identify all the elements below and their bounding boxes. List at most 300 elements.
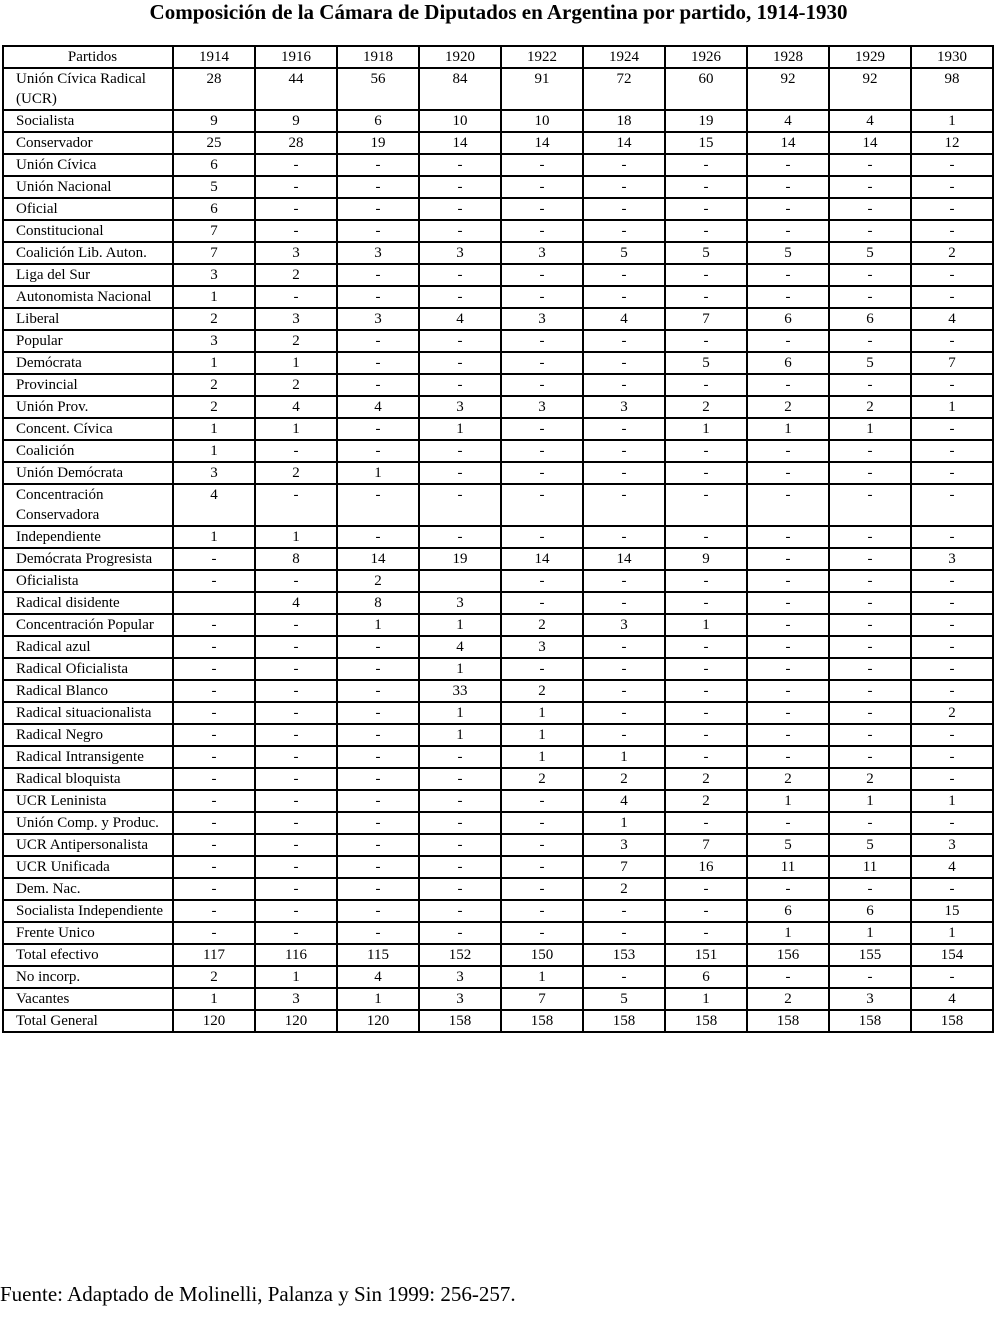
seat-count-cell: 2 — [501, 680, 583, 702]
seat-count-cell: - — [173, 834, 255, 856]
seat-count-cell: - — [173, 680, 255, 702]
seat-count-cell: - — [665, 658, 747, 680]
seat-count-cell: - — [583, 418, 665, 440]
table-row — [3, 746, 993, 768]
table-row — [3, 440, 993, 462]
seat-count-cell: 2 — [911, 242, 993, 264]
table-row — [3, 636, 993, 658]
seat-count-cell: 2 — [747, 396, 829, 418]
table-row — [3, 768, 993, 790]
seat-count-cell: - — [665, 592, 747, 614]
seat-count-cell: 72 — [583, 68, 665, 110]
seat-count-cell: 1 — [173, 526, 255, 548]
seat-count-cell: - — [583, 286, 665, 308]
seat-count-cell: 158 — [583, 1010, 665, 1032]
seat-count-cell: - — [255, 768, 337, 790]
party-name-cell: Socialista — [3, 110, 173, 132]
seat-count-cell: - — [747, 548, 829, 570]
seat-count-cell: - — [747, 812, 829, 834]
table-row — [3, 878, 993, 900]
seat-count-cell: - — [665, 878, 747, 900]
seat-count-cell: - — [337, 264, 419, 286]
seat-count-cell: - — [337, 746, 419, 768]
seat-count-cell: - — [337, 922, 419, 944]
seat-count-cell: 7 — [173, 220, 255, 242]
seat-count-cell: - — [747, 440, 829, 462]
composition-table — [2, 45, 994, 1033]
seat-count-cell: - — [501, 878, 583, 900]
seat-count-cell: 2 — [747, 768, 829, 790]
seat-count-cell: 158 — [419, 1010, 501, 1032]
seat-count-cell: 1 — [419, 724, 501, 746]
seat-count-cell: - — [501, 484, 583, 526]
seat-count-cell: 5 — [665, 352, 747, 374]
seat-count-cell: - — [665, 330, 747, 352]
seat-count-cell: 1 — [419, 614, 501, 636]
column-header-year: 1924 — [583, 46, 665, 68]
table-row — [3, 286, 993, 308]
seat-count-cell: 1 — [747, 418, 829, 440]
seat-count-cell: 152 — [419, 944, 501, 966]
seat-count-cell: - — [419, 834, 501, 856]
seat-count-cell: 1 — [583, 812, 665, 834]
seat-count-cell: 2 — [829, 396, 911, 418]
seat-count-cell: - — [501, 352, 583, 374]
seat-count-cell: - — [829, 330, 911, 352]
seat-count-cell: 14 — [583, 548, 665, 570]
party-name-cell: Demócrata Progresista — [3, 548, 173, 570]
party-name-cell: Provincial — [3, 374, 173, 396]
seat-count-cell: 3 — [337, 308, 419, 330]
seat-count-cell: 3 — [419, 242, 501, 264]
seat-count-cell: - — [419, 922, 501, 944]
seat-count-cell: - — [829, 154, 911, 176]
seat-count-cell: - — [665, 812, 747, 834]
seat-count-cell: - — [665, 198, 747, 220]
seat-count-cell: - — [911, 768, 993, 790]
seat-count-cell: 1 — [829, 922, 911, 944]
seat-count-cell: - — [829, 176, 911, 198]
seat-count-cell: 3 — [583, 396, 665, 418]
seat-count-cell: 28 — [173, 68, 255, 110]
seat-count-cell: - — [829, 746, 911, 768]
seat-count-cell: 60 — [665, 68, 747, 110]
party-name-cell: Socialista Independiente — [3, 900, 173, 922]
seat-count-cell: 6 — [829, 900, 911, 922]
seat-count-cell: 150 — [501, 944, 583, 966]
column-header-year: 1929 — [829, 46, 911, 68]
seat-count-cell: - — [829, 966, 911, 988]
seat-count-cell: - — [911, 176, 993, 198]
seat-count-cell: 5 — [829, 242, 911, 264]
seat-count-cell: - — [255, 922, 337, 944]
seat-count-cell: - — [337, 484, 419, 526]
seat-count-cell: - — [747, 680, 829, 702]
seat-count-cell: - — [665, 702, 747, 724]
seat-count-cell: - — [419, 176, 501, 198]
seat-count-cell: - — [583, 592, 665, 614]
seat-count-cell: - — [501, 790, 583, 812]
seat-count-cell: - — [255, 154, 337, 176]
seat-count-cell: - — [255, 746, 337, 768]
seat-count-cell: 158 — [665, 1010, 747, 1032]
seat-count-cell: 120 — [337, 1010, 419, 1032]
seat-count-cell: 158 — [501, 1010, 583, 1032]
seat-count-cell: 155 — [829, 944, 911, 966]
seat-count-cell: 4 — [911, 988, 993, 1010]
seat-count-cell: - — [747, 966, 829, 988]
seat-count-cell: - — [747, 636, 829, 658]
seat-count-cell: 5 — [173, 176, 255, 198]
seat-count-cell: - — [337, 658, 419, 680]
column-header-year: 1922 — [501, 46, 583, 68]
party-name-cell: Concent. Cívica — [3, 418, 173, 440]
seat-count-cell: - — [747, 374, 829, 396]
seat-count-cell: - — [173, 900, 255, 922]
seat-count-cell: 158 — [911, 1010, 993, 1032]
seat-count-cell: 3 — [173, 330, 255, 352]
table-row — [3, 176, 993, 198]
seat-count-cell: - — [747, 220, 829, 242]
seat-count-cell: - — [501, 418, 583, 440]
seat-count-cell: 7 — [501, 988, 583, 1010]
party-name-cell: Constitucional — [3, 220, 173, 242]
table-row — [3, 526, 993, 548]
page-title: Composición de la Cámara de Diputados en Argentina por partido, 1914-1930 — [149, 0, 848, 24]
seat-count-cell: - — [337, 834, 419, 856]
table-row — [3, 308, 993, 330]
seat-count-cell: - — [337, 330, 419, 352]
seat-count-cell: - — [665, 462, 747, 484]
seat-count-cell: 1 — [173, 286, 255, 308]
seat-count-cell: 4 — [255, 592, 337, 614]
party-name-cell: Oficialista — [3, 570, 173, 592]
seat-count-cell: 3 — [255, 308, 337, 330]
table-row — [3, 658, 993, 680]
seat-count-cell: 2 — [583, 768, 665, 790]
seat-count-cell: - — [501, 658, 583, 680]
seat-count-cell: 3 — [419, 396, 501, 418]
table-row — [3, 264, 993, 286]
table-row — [3, 680, 993, 702]
seat-count-cell: 9 — [255, 110, 337, 132]
seat-count-cell: 7 — [911, 352, 993, 374]
seat-count-cell: 151 — [665, 944, 747, 966]
seat-count-cell: 10 — [501, 110, 583, 132]
seat-count-cell: 3 — [911, 834, 993, 856]
seat-count-cell: - — [173, 878, 255, 900]
seat-count-cell: 15 — [665, 132, 747, 154]
party-name-cell: Total efectivo — [3, 944, 173, 966]
seat-count-cell: - — [255, 440, 337, 462]
seat-count-cell: - — [747, 484, 829, 526]
seat-count-cell: 4 — [173, 484, 255, 526]
seat-count-cell: - — [665, 176, 747, 198]
seat-count-cell: - — [501, 286, 583, 308]
seat-count-cell: 156 — [747, 944, 829, 966]
seat-count-cell: - — [337, 154, 419, 176]
seat-count-cell: - — [583, 440, 665, 462]
seat-count-cell: 4 — [583, 790, 665, 812]
table-row — [3, 198, 993, 220]
seat-count-cell: - — [747, 614, 829, 636]
seat-count-cell: - — [173, 746, 255, 768]
seat-count-cell: 1 — [337, 462, 419, 484]
seat-count-cell: - — [747, 878, 829, 900]
seat-count-cell: 14 — [501, 132, 583, 154]
seat-count-cell: 14 — [583, 132, 665, 154]
seat-count-cell: - — [583, 154, 665, 176]
seat-count-cell: - — [419, 484, 501, 526]
seat-count-cell: 153 — [583, 944, 665, 966]
seat-count-cell: 19 — [337, 132, 419, 154]
seat-count-cell: - — [747, 658, 829, 680]
seat-count-cell: - — [583, 484, 665, 526]
seat-count-cell: 1 — [501, 746, 583, 768]
party-name-cell: Concentración Conservadora — [3, 484, 173, 526]
seat-count-cell: 1 — [173, 988, 255, 1010]
seat-count-cell: - — [173, 548, 255, 570]
party-name-cell: Unión Nacional — [3, 176, 173, 198]
seat-count-cell: 9 — [665, 548, 747, 570]
seat-count-cell: - — [337, 220, 419, 242]
seat-count-cell: - — [501, 264, 583, 286]
seat-count-cell: - — [665, 526, 747, 548]
party-name-cell: Dem. Nac. — [3, 878, 173, 900]
seat-count-cell: 1 — [337, 614, 419, 636]
seat-count-cell: 7 — [665, 834, 747, 856]
party-name-cell: Radical disidente — [3, 592, 173, 614]
seat-count-cell: - — [337, 198, 419, 220]
party-name-cell: Unión Prov. — [3, 396, 173, 418]
seat-count-cell: - — [419, 264, 501, 286]
seat-count-cell: 91 — [501, 68, 583, 110]
column-header-year: 1914 — [173, 46, 255, 68]
seat-count-cell: 3 — [255, 988, 337, 1010]
seat-count-cell: 6 — [173, 154, 255, 176]
seat-count-cell: - — [911, 330, 993, 352]
seat-count-cell: 5 — [829, 834, 911, 856]
seat-count-cell: - — [911, 526, 993, 548]
party-name-cell: Liga del Sur — [3, 264, 173, 286]
seat-count-cell: - — [747, 198, 829, 220]
seat-count-cell: 1 — [747, 790, 829, 812]
seat-count-cell: - — [911, 198, 993, 220]
seat-count-cell: - — [583, 176, 665, 198]
seat-count-cell: 1 — [911, 922, 993, 944]
table-row — [3, 242, 993, 264]
seat-count-cell: - — [747, 330, 829, 352]
party-name-cell: Radical azul — [3, 636, 173, 658]
column-header-year: 1920 — [419, 46, 501, 68]
seat-count-cell: - — [337, 856, 419, 878]
seat-count-cell: - — [665, 680, 747, 702]
seat-count-cell: 158 — [829, 1010, 911, 1032]
seat-count-cell: 1 — [337, 988, 419, 1010]
seat-count-cell: - — [419, 790, 501, 812]
table-row — [3, 614, 993, 636]
table-row — [3, 68, 993, 110]
seat-count-cell: - — [829, 264, 911, 286]
seat-count-cell: - — [583, 680, 665, 702]
table-body — [3, 68, 993, 1032]
table-row — [3, 220, 993, 242]
table-row — [3, 856, 993, 878]
seat-count-cell: 1 — [911, 790, 993, 812]
seat-count-cell: 1 — [501, 724, 583, 746]
seat-count-cell: 15 — [911, 900, 993, 922]
seat-count-cell: - — [337, 878, 419, 900]
seat-count-cell: - — [255, 878, 337, 900]
table-row — [3, 592, 993, 614]
seat-count-cell: - — [911, 966, 993, 988]
party-name-cell: Conservador — [3, 132, 173, 154]
party-name-cell: Radical Oficialista — [3, 658, 173, 680]
party-name-cell: Coalición Lib. Auton. — [3, 242, 173, 264]
table-row — [3, 790, 993, 812]
seat-count-cell: - — [419, 746, 501, 768]
seat-count-cell: - — [255, 812, 337, 834]
seat-count-cell: - — [583, 352, 665, 374]
seat-count-cell: - — [829, 484, 911, 526]
seat-count-cell: - — [747, 154, 829, 176]
seat-count-cell: 4 — [255, 396, 337, 418]
seat-count-cell: 7 — [173, 242, 255, 264]
seat-count-cell: 3 — [501, 308, 583, 330]
seat-count-cell: - — [747, 746, 829, 768]
seat-count-cell: - — [255, 484, 337, 526]
seat-count-cell: 3 — [419, 988, 501, 1010]
seat-count-cell: - — [911, 878, 993, 900]
seat-count-cell: - — [665, 374, 747, 396]
seat-count-cell: 3 — [173, 264, 255, 286]
seat-count-cell: - — [337, 352, 419, 374]
seat-count-cell: 14 — [337, 548, 419, 570]
seat-count-cell: 1 — [501, 966, 583, 988]
table-row — [3, 702, 993, 724]
seat-count-cell: - — [829, 592, 911, 614]
seat-count-cell: 2 — [173, 308, 255, 330]
party-name-cell: Popular — [3, 330, 173, 352]
table-row — [3, 374, 993, 396]
seat-count-cell: 4 — [911, 308, 993, 330]
seat-count-cell: 1 — [419, 658, 501, 680]
seat-count-cell: 4 — [829, 110, 911, 132]
seat-count-cell: - — [419, 768, 501, 790]
seat-count-cell: - — [419, 440, 501, 462]
seat-count-cell: 9 — [173, 110, 255, 132]
seat-count-cell: - — [911, 220, 993, 242]
seat-count-cell: - — [829, 636, 911, 658]
seat-count-cell: - — [337, 286, 419, 308]
seat-count-cell: - — [501, 592, 583, 614]
seat-count-cell: - — [173, 702, 255, 724]
party-name-cell: Oficial — [3, 198, 173, 220]
seat-count-cell: 7 — [583, 856, 665, 878]
party-name-cell: Unión Cívica — [3, 154, 173, 176]
seat-count-cell: - — [337, 724, 419, 746]
seat-count-cell: - — [583, 462, 665, 484]
seat-count-cell: - — [173, 658, 255, 680]
seat-count-cell: - — [255, 220, 337, 242]
seat-count-cell: - — [911, 374, 993, 396]
seat-count-cell: 1 — [255, 526, 337, 548]
seat-count-cell: - — [173, 856, 255, 878]
seat-count-cell: 1 — [911, 110, 993, 132]
seat-count-cell: 2 — [173, 396, 255, 418]
seat-count-cell: - — [665, 220, 747, 242]
seat-count-cell: - — [337, 176, 419, 198]
seat-count-cell: - — [501, 462, 583, 484]
seat-count-cell: 92 — [829, 68, 911, 110]
seat-count-cell: 6 — [747, 900, 829, 922]
party-name-cell: Demócrata — [3, 352, 173, 374]
seat-count-cell: 2 — [747, 988, 829, 1010]
seat-count-cell: - — [583, 330, 665, 352]
seat-count-cell: - — [337, 702, 419, 724]
seat-count-cell: - — [583, 900, 665, 922]
seat-count-cell: 1 — [583, 746, 665, 768]
seat-count-cell: - — [829, 526, 911, 548]
table-row — [3, 900, 993, 922]
seat-count-cell: 3 — [911, 548, 993, 570]
party-name-cell: Unión Cívica Radical (UCR) — [3, 68, 173, 110]
seat-count-cell: - — [419, 374, 501, 396]
seat-count-cell: 33 — [419, 680, 501, 702]
seat-count-cell: 2 — [501, 614, 583, 636]
seat-count-cell: 1 — [829, 790, 911, 812]
seat-count-cell: - — [255, 658, 337, 680]
seat-count-cell: - — [255, 834, 337, 856]
party-name-cell: Autonomista Nacional — [3, 286, 173, 308]
seat-count-cell: - — [911, 484, 993, 526]
seat-count-cell: - — [747, 286, 829, 308]
seat-count-cell: - — [583, 922, 665, 944]
seat-count-cell: - — [911, 592, 993, 614]
seat-count-cell: 3 — [255, 242, 337, 264]
party-name-cell: Vacantes — [3, 988, 173, 1010]
seat-count-cell: - — [583, 198, 665, 220]
seat-count-cell: - — [665, 154, 747, 176]
table-row — [3, 944, 993, 966]
seat-count-cell: 28 — [255, 132, 337, 154]
seat-count-cell: - — [419, 878, 501, 900]
seat-count-cell: - — [501, 812, 583, 834]
seat-count-cell: 154 — [911, 944, 993, 966]
seat-count-cell: - — [911, 636, 993, 658]
seat-count-cell — [419, 570, 501, 592]
seat-count-cell: - — [337, 636, 419, 658]
seat-count-cell: 2 — [255, 374, 337, 396]
seat-count-cell: - — [829, 724, 911, 746]
seat-count-cell: - — [501, 834, 583, 856]
seat-count-cell: - — [747, 724, 829, 746]
party-name-cell: Radical situacionalista — [3, 702, 173, 724]
seat-count-cell — [173, 592, 255, 614]
seat-count-cell: 1 — [173, 352, 255, 374]
seat-count-cell: 117 — [173, 944, 255, 966]
party-name-cell: Coalición — [3, 440, 173, 462]
party-name-cell: Total General — [3, 1010, 173, 1032]
seat-count-cell: - — [829, 614, 911, 636]
seat-count-cell: - — [337, 812, 419, 834]
seat-count-cell: 3 — [501, 396, 583, 418]
seat-count-cell: - — [501, 856, 583, 878]
seat-count-cell: - — [911, 746, 993, 768]
seat-count-cell: 6 — [665, 966, 747, 988]
seat-count-cell: - — [911, 462, 993, 484]
seat-count-cell: 2 — [255, 264, 337, 286]
